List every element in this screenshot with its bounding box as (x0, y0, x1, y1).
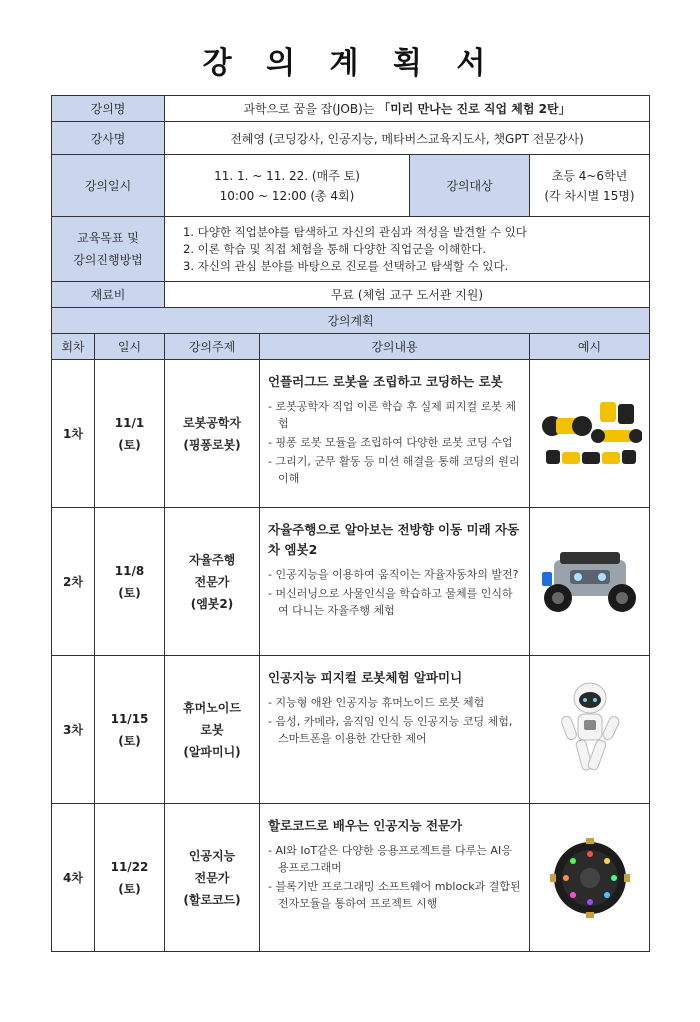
session-number: 1차 (52, 360, 95, 508)
goals-label-line2: 강의진행방법 (73, 253, 143, 267)
col-header-content: 강의내용 (260, 334, 530, 360)
session-date-weekday: (토) (118, 585, 141, 600)
session-topic-line: 휴머노이드 (183, 700, 241, 715)
session-row-2 (52, 508, 650, 656)
session-date-weekday: (토) (118, 437, 141, 452)
session-date-day: 11/1 (114, 415, 145, 430)
session-bullet: - 지능형 애완 인공지능 휴머노이드 로봇 체험 (268, 696, 485, 709)
session-date (95, 656, 165, 804)
session-bullet: - 핑퐁 로봇 모듈을 조립하여 다양한 로봇 코딩 수업 (268, 436, 513, 449)
session-bullet: - 그리기, 군무 활동 등 미션 해결을 통해 코딩의 원리 이해 (268, 455, 520, 485)
session-content (260, 656, 530, 804)
session-row-4 (52, 804, 650, 952)
session-topic (165, 656, 260, 804)
instructor-row (52, 122, 650, 155)
target-capacity: (각 차시별 15명) (544, 188, 635, 203)
mbot2-car-image (540, 542, 640, 622)
course-name-prefix: 과학으로 꿈을 잡(JOB)는 (243, 102, 375, 116)
goal-item: 3. 자신의 관심 분야를 바탕으로 진로를 선택하고 탐색할 수 있다. (183, 258, 509, 273)
col-header-topic: 강의주제 (165, 334, 260, 360)
session-topic (165, 508, 260, 656)
session-number: 4차 (52, 804, 95, 952)
course-name-value (165, 96, 650, 122)
goals-label-line1: 교육목표 및 (77, 231, 139, 245)
goals-row (52, 217, 650, 282)
session-date-weekday: (토) (118, 733, 141, 748)
schedule-label: 강의일시 (52, 155, 165, 217)
goal-item: 2. 이론 학습 및 직접 체험을 통해 다양한 직업군을 이해한다. (183, 241, 487, 256)
session-topic (165, 804, 260, 952)
material-label: 재료비 (52, 282, 165, 308)
pingpong-robot-image (538, 394, 642, 474)
session-topic-line: (핑퐁로봇) (183, 437, 241, 452)
plan-header-row (52, 308, 650, 334)
lecture-plan-table (51, 95, 650, 952)
session-date (95, 360, 165, 508)
instructor-value: 전혜영 (코딩강사, 인공지능, 메타버스교육지도사, 챗GPT 전문강사) (165, 122, 650, 155)
session-bullet: - 머신러닝으로 사물인식을 학습하고 물체를 인식하여 다니는 자율주행 체험 (268, 587, 513, 617)
schedule-times: 10:00 ~ 12:00 (총 4회) (219, 188, 355, 203)
session-content-title: 할로코드로 배우는 인공지능 전문가 (268, 818, 463, 833)
course-name-bold: 「미리 만나는 진로 직업 체험 2탄」 (378, 102, 571, 116)
session-topic-line: 로봇공학자 (183, 415, 241, 430)
page-title: 강 의 계 획 서 (202, 46, 498, 81)
session-content (260, 360, 530, 508)
goals-label (52, 217, 165, 282)
session-topic-line: 로봇 (200, 722, 224, 737)
course-name-label: 강의명 (52, 96, 165, 122)
session-date-day: 11/22 (110, 859, 149, 874)
session-topic-line: 전문가 (194, 870, 230, 885)
session-topic-line: 자율주행 (188, 552, 236, 567)
target-label: 강의대상 (410, 155, 530, 217)
session-bullet: - 음성, 카메라, 움직임 인식 등 인공지능 코딩 체험, 스마트폰을 이용한 간단한 제어 (268, 715, 513, 745)
instructor-label: 강사명 (52, 122, 165, 155)
session-content (260, 804, 530, 952)
course-name-row (52, 96, 650, 122)
session-date (95, 804, 165, 952)
material-row (52, 282, 650, 308)
session-date-day: 11/8 (114, 563, 145, 578)
session-row-1 (52, 360, 650, 508)
session-row-3 (52, 656, 650, 804)
session-example (530, 360, 650, 508)
session-bullet: - 인공지능을 이용하여 움직이는 자율자동차의 발전? (268, 568, 519, 581)
session-topic-line: (알파미니) (183, 744, 241, 759)
halocode-board-image (548, 836, 632, 920)
session-number: 3차 (52, 656, 95, 804)
session-content-title: 인공지능 피지컬 로봇체험 알파미니 (268, 670, 463, 685)
session-content-title: 언플러그드 로봇을 조립하고 코딩하는 로봇 (268, 374, 503, 389)
session-date-weekday: (토) (118, 881, 141, 896)
goal-item: 1. 다양한 직업분야를 탐색하고 자신의 관심과 적성을 발견할 수 있다 (183, 224, 527, 239)
col-header-session: 회차 (52, 334, 95, 360)
session-topic-line: 전문가 (194, 574, 230, 589)
schedule-dates: 11. 1. ~ 11. 22. (매주 토) (214, 168, 360, 183)
target-value (530, 155, 650, 217)
schedule-row (52, 155, 650, 217)
session-bullet: - AI와 IoT같은 다양한 응용프로젝트를 다루는 AI응용프로그래머 (268, 844, 512, 874)
schedule-value (165, 155, 410, 217)
target-grades: 초등 4~6학년 (551, 168, 628, 183)
session-example (530, 804, 650, 952)
session-topic-line: (엠봇2) (190, 596, 234, 611)
session-topic (165, 360, 260, 508)
plan-header: 강의계획 (52, 308, 650, 334)
col-header-example: 예시 (530, 334, 650, 360)
session-content-title: 자율주행으로 알아보는 전방향 이동 미래 자동차 엠봇2 (268, 522, 520, 557)
session-bullet: - 블록기반 프로그래밍 소프트웨어 mblock과 결합된 전자모듈을 통하여 프로젝트 시행 (268, 880, 521, 910)
humanoid-robot-image (550, 680, 630, 780)
session-date (95, 508, 165, 656)
session-date-day: 11/15 (110, 711, 149, 726)
session-content (260, 508, 530, 656)
material-value: 무료 (체험 교구 도서관 지원) (165, 282, 650, 308)
session-example (530, 508, 650, 656)
col-header-date: 일시 (95, 334, 165, 360)
session-number: 2차 (52, 508, 95, 656)
session-topic-line: (할로코드) (183, 892, 241, 907)
session-bullet: - 로봇공학자 직업 이론 학습 후 실제 피지컬 로봇 체험 (268, 400, 516, 430)
goals-list (165, 217, 650, 282)
session-example (530, 656, 650, 804)
session-topic-line: 인공지능 (188, 848, 236, 863)
column-header-row (52, 334, 650, 360)
